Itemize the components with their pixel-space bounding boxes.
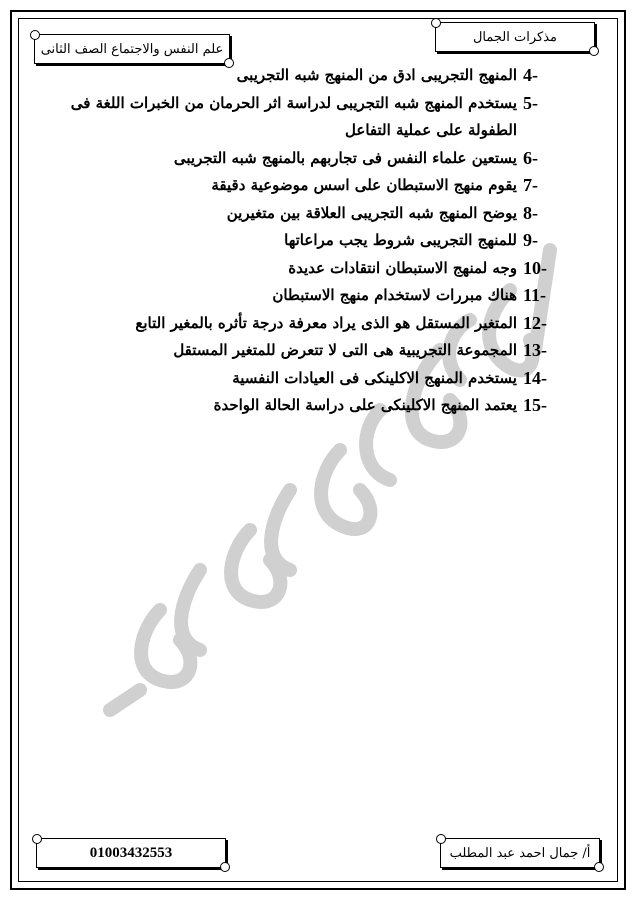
question-text: المنهج التجريبى ادق من المنهج شبه التجريبى bbox=[236, 66, 517, 84]
list-item bbox=[33, 337, 563, 365]
question-text: يستخدم المنهج شبه التجريبى لدراسة اثر الحرمان من الخبرات اللغة فى الطفولة على عملية التفاعل bbox=[70, 93, 517, 139]
question-number: 4- bbox=[523, 65, 538, 85]
footer-phone-box bbox=[36, 838, 226, 868]
list-item bbox=[33, 392, 563, 420]
question-text: يستعين علماء النفس فى تجاربهم بالمنهج شبه التجريبى bbox=[173, 148, 517, 167]
question-text: يقوم منهج الاستبطان على اسس موضوعية دقيقة bbox=[211, 176, 517, 194]
header-title: مذكرات الجمال bbox=[472, 29, 558, 45]
list-item bbox=[33, 282, 563, 310]
question-text: يوضح المنهج شبه التجريبى العلاقة بين متغيرين bbox=[226, 203, 517, 222]
question-number: 6- bbox=[523, 147, 538, 168]
list-item bbox=[33, 62, 563, 90]
question-number: 11- bbox=[523, 285, 547, 305]
list-item bbox=[33, 200, 563, 228]
footer-author: أ/ جمال احمد عبد المطلب bbox=[449, 845, 591, 861]
question-number: 9- bbox=[523, 230, 538, 250]
list-item bbox=[33, 145, 563, 173]
header-subject: علم النفس والاجتماع الصف الثانى bbox=[40, 41, 224, 57]
list-item bbox=[33, 310, 563, 338]
header-title-box bbox=[435, 22, 595, 52]
list-item bbox=[33, 227, 563, 255]
footer-author-box bbox=[440, 838, 600, 868]
question-number: 13- bbox=[523, 340, 547, 360]
question-number: 12- bbox=[523, 312, 547, 333]
question-number: 5- bbox=[523, 92, 538, 113]
questions-list bbox=[33, 62, 563, 420]
question-text: يستخدم المنهج الاكلينكى فى العيادات النفسية bbox=[232, 368, 517, 387]
question-text: وجه لمنهج الاستبطان انتقادات عديدة bbox=[288, 258, 517, 277]
question-number: 15- bbox=[523, 395, 547, 415]
question-text: المتغير المستقل هو الذى يراد معرفة درجة تأثره بالمغير التابع bbox=[135, 313, 517, 332]
list-item bbox=[33, 255, 563, 283]
header-subject-box bbox=[34, 34, 230, 64]
question-text: المجموعة التجريبية هى التى لا تتعرض للمتغير المستقل bbox=[173, 341, 517, 359]
list-item bbox=[33, 90, 563, 145]
question-text: للمنهج التجريبى شروط يجب مراعاتها bbox=[284, 231, 517, 249]
footer-phone: 01003432553 bbox=[89, 844, 173, 861]
question-number: 7- bbox=[523, 175, 538, 195]
question-number: 14- bbox=[523, 367, 547, 388]
list-item bbox=[33, 172, 563, 200]
question-number: 10- bbox=[523, 257, 547, 278]
list-item bbox=[33, 365, 563, 393]
question-text: هناك مبررات لاستخدام منهج الاستبطان bbox=[272, 286, 517, 304]
question-text: يعتمد المنهج الاكلينكى على دراسة الحالة الواحدة bbox=[213, 396, 517, 414]
question-number: 8- bbox=[523, 202, 538, 223]
